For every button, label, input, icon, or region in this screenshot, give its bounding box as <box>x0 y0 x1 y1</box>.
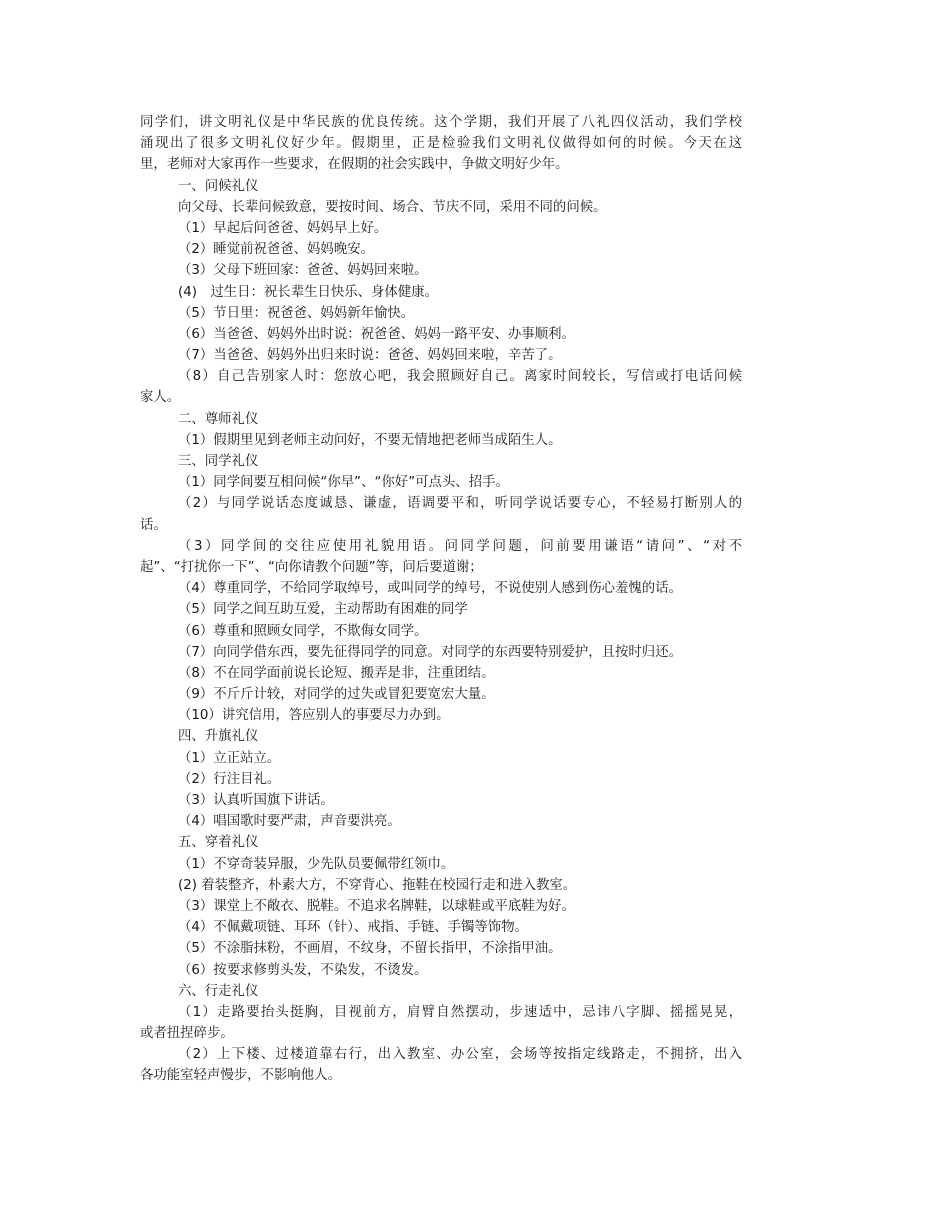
text-line: (4) 过生日：祝长辈生日快乐、身体健康。 <box>178 284 438 300</box>
text-line: （6）当爸爸、妈妈外出时说：祝爸爸、妈妈一路平安、办事顺利。 <box>178 326 575 342</box>
text-line: （3）认真听国旗下讲话。 <box>178 793 334 808</box>
text-line: 三、同学礼仪 <box>178 454 259 469</box>
text-line: （9）不斤斤计较，对同学的过失或冒犯要宽宏大量。 <box>178 687 495 703</box>
text-line: （2）与同学说话态度诚恳、谦虚，语调要平和，听同学说话要专心，不轻易打断别人的 <box>178 496 742 512</box>
text-line: 涌现出了很多文明礼仪好少年。假期里，正是检验我们文明礼仪做得如何的时候。今天在这 <box>140 136 742 152</box>
text-line: （1）立正站立。 <box>178 750 281 766</box>
text-line: 四、升旗礼仪 <box>178 729 259 745</box>
text-line: （8）自己告别家人时：您放心吧，我会照顾好自己。离家时间较长，写信或打电话问候 <box>178 369 742 385</box>
text-line: （3）同学间的交往应使用礼貌用语。问同学问题，问前要用谦语“请问”、“对不 <box>178 538 742 554</box>
text-line: （3）课堂上不敞衣、脱鞋。不追求名牌鞋，以球鞋或平底鞋为好。 <box>178 898 575 914</box>
text-line: （1）早起后问爸爸、妈妈早上好。 <box>178 220 388 236</box>
text-line: （4）唱国歌时要严肃，声音要洪亮。 <box>178 814 401 830</box>
text-line: （5）节日里：祝爸爸、妈妈新年愉快。 <box>178 305 415 321</box>
text-line: （1）假期里见到老师主动问好，不要无情地把老师当成陌生人。 <box>178 432 562 448</box>
document-body <box>140 112 742 1087</box>
text-line: （1）不穿奇装异服，少先队员要佩带红领巾。 <box>178 856 455 872</box>
text-line: （2）行注目礼。 <box>178 771 281 787</box>
text-line: 话。 <box>140 517 167 533</box>
text-line: （3）父母下班回家：爸爸、妈妈回来啦。 <box>178 263 428 279</box>
text-line: （6）尊重和照顾女同学，不欺侮女同学。 <box>178 623 428 639</box>
text-line: （4）不佩戴项链、耳环（针）、戒指、手链、手镯等饰物。 <box>178 920 528 936</box>
text-line: （5）不涂脂抹粉，不画眉，不纹身，不留长指甲，不涂指甲油。 <box>178 941 562 957</box>
text-line: 里，老师对大家再作一些要求，在假期的社会实践中，争做文明好少年。 <box>140 157 569 173</box>
text-line: （1）走路要抬头挺胸，目视前方，肩臂自然摆动，步速适中，忌讳八字脚、摇摇晃晃， <box>178 1004 742 1020</box>
text-line: （6）按要求修剪头发，不染发，不烫发。 <box>178 962 428 978</box>
text-line: （5）同学之间互助互爱，主动帮助有困难的同学 <box>178 602 468 618</box>
text-line: （7）当爸爸、妈妈外出归来时说：爸爸、妈妈回来啦，辛苦了。 <box>178 348 562 364</box>
text-line: 或者扭捏碎步。 <box>140 1026 234 1042</box>
text-line: 起”、“打扰你一下”、“向你请教个问题”等，问后要道谢； <box>140 559 483 575</box>
text-line: 六、行走礼仪 <box>178 983 259 999</box>
text-line: （2）睡觉前祝爸爸、妈妈晚安。 <box>178 242 374 258</box>
text-line: （8）不在同学面前说长论短、搬弄是非，注重团结。 <box>178 665 495 681</box>
text-line: （10）讲究信用，答应别人的事要尽力办到。 <box>178 708 450 724</box>
text-line: （4）尊重同学，不给同学取绰号，或叫同学的绰号，不说使别人感到伤心羞愧的话。 <box>178 581 682 597</box>
text-line: 五、穿着礼仪 <box>178 835 259 851</box>
text-line: 同学们，讲文明礼仪是中华民族的优良传统。这个学期，我们开展了八礼四仪活动，我们学校 <box>140 115 742 130</box>
text-line: （7）向同学借东西，要先征得同学的同意。对同学的东西要特别爱护，且按时归还。 <box>178 644 682 660</box>
text-line: 二、尊师礼仪 <box>178 411 259 427</box>
text-line: 向父母、长辈问候致意，要按时间、场合、节庆不同，采用不同的问候。 <box>178 199 607 215</box>
text-line: 家人。 <box>140 390 181 406</box>
text-line: 一、问候礼仪 <box>178 178 259 194</box>
text-line: (2) 着装整齐，朴素大方，不穿背心、拖鞋在校园行走和进入教室。 <box>178 877 577 893</box>
text-line: 各功能室轻声慢步，不影响他人。 <box>140 1068 341 1084</box>
text-line: （1）同学间要互相问候“你早”、“你好”可点头、招手。 <box>178 475 509 491</box>
text-line: （2）上下楼、过楼道靠右行，出入教室、办公室，会场等按指定线路走，不拥挤，出入 <box>178 1047 742 1063</box>
